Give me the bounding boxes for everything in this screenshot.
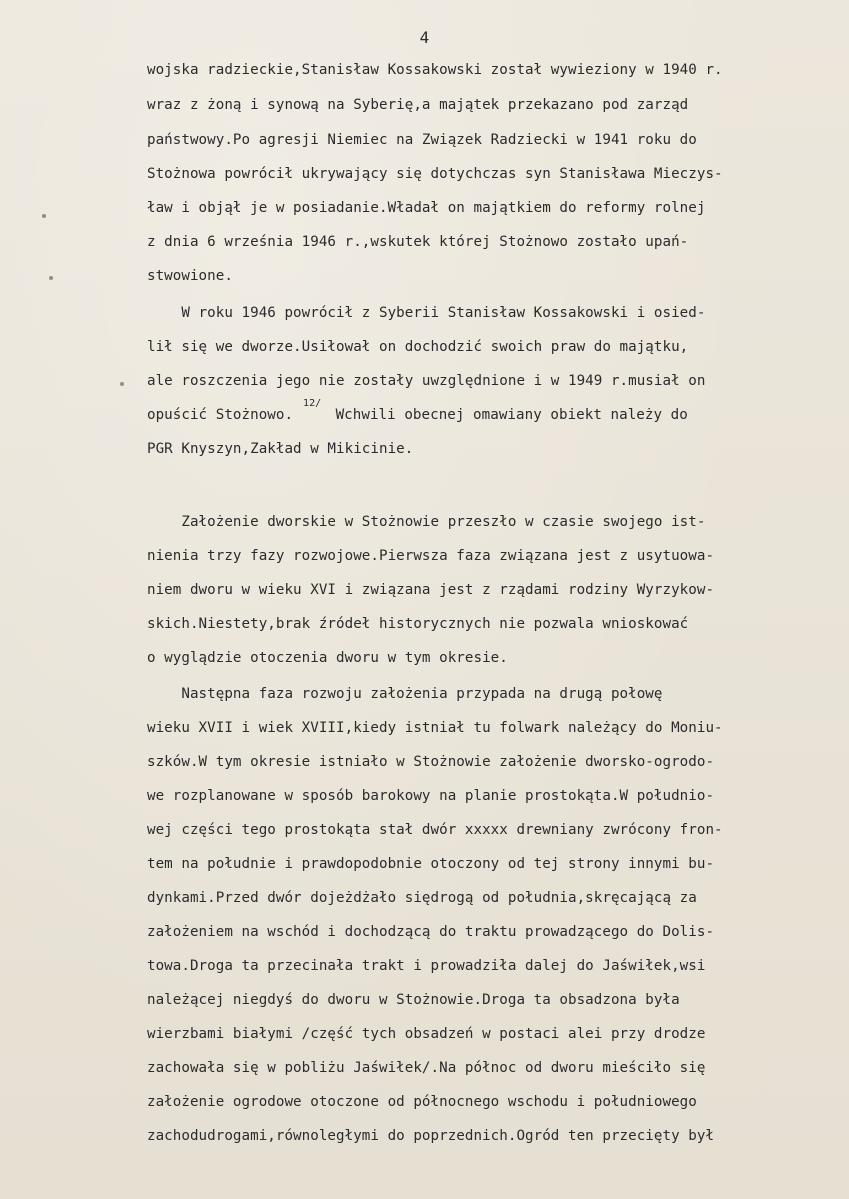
- text-line: we rozplanowane w sposób barokowy na planie prostokąta.W południo-: [147, 788, 715, 804]
- text-line: ław i objął je w posiadanie.Władał on majątkiem do reformy rolnej: [147, 200, 706, 216]
- text-line: z dnia 6 września 1946 r.,wskutek której Stożnowo zostało upań-: [147, 234, 689, 250]
- text-line: dynkami.Przed dwór dojeżdżało siędrogą od południa,skręcającą za: [147, 890, 697, 906]
- paper-speck: [120, 382, 124, 386]
- text-line: Stożnowa powrócił ukrywający się dotychczas syn Stanisława Mieczys-: [147, 166, 723, 182]
- text-line: ale roszczenia jego nie zostały uwzględnione i w 1949 r.musiał on: [147, 373, 706, 389]
- text-line: Następna faza rozwoju założenia przypada na drugą połowę: [147, 686, 663, 702]
- text-line: PGR Knyszyn,Zakład w Mikicinie.: [147, 441, 414, 457]
- text-line: o wyglądzie otoczenia dworu w tym okresie.: [147, 650, 508, 666]
- footnote-marker: 12/: [303, 398, 322, 409]
- text-line: należącej niegdyś do dworu w Stożnowie.Droga ta obsadzona była: [147, 992, 680, 1008]
- text-line: wej części tego prostokąta stał dwór xxxxx drewniany zwrócony fron-: [147, 822, 723, 838]
- text-line: skich.Niestety,brak źródeł historycznych nie pozwala wnioskować: [147, 616, 689, 632]
- text-line: założeniem na wschód i dochodzącą do traktu prowadzącego do Dolis-: [147, 924, 715, 940]
- text-line: niem dworu w wieku XVI i związana jest z rządami rodziny Wyrzykow-: [147, 582, 715, 598]
- text-line: wojska radzieckie,Stanisław Kossakowski został wywieziony w 1940 r.: [147, 62, 723, 78]
- text-line: lił się we dworze.Usiłował on dochodzić swoich praw do majątku,: [147, 339, 689, 355]
- text-line: tem na południe i prawdopodobnie otoczony od tej strony innymi bu-: [147, 856, 715, 872]
- page-number: 4: [419, 28, 430, 47]
- text-line: W roku 1946 powrócił z Syberii Stanisław Kossakowski i osied-: [147, 305, 706, 321]
- text-line: wieku XVII i wiek XVIII,kiedy istniał tu folwark należący do Moniu-: [147, 720, 723, 736]
- text-line: towa.Droga ta przecinała trakt i prowadziła dalej do Jaświłek,wsi: [147, 958, 706, 974]
- text-line: szków.W tym okresie istniało w Stożnowie założenie dworsko-ogrodo-: [147, 754, 715, 770]
- paper-speck: [49, 276, 53, 280]
- text-line: wraz z żoną i synową na Syberię,a majątek przekazano pod zarząd: [147, 97, 689, 113]
- text-line: założenie ogrodowe otoczone od północnego wschodu i południowego: [147, 1094, 697, 1110]
- text-line: zachowała się w pobliżu Jaświłek/.Na północ od dworu mieściło się: [147, 1060, 706, 1076]
- text-line: Wchwili obecnej omawiany obiekt należy do: [327, 407, 688, 423]
- text-line: opuścić Stożnowo.: [147, 407, 294, 423]
- text-line: nienia trzy fazy rozwojowe.Pierwsza faza związana jest z usytuowa-: [147, 548, 715, 564]
- text-line: wierzbami białymi /część tych obsadzeń w postaci alei przy drodze: [147, 1026, 706, 1042]
- text-line: zachodudrogami,równoległymi do poprzednich.Ogród ten przecięty był: [147, 1128, 715, 1144]
- paper-speck: [42, 214, 46, 218]
- text-line: Założenie dworskie w Stożnowie przeszło w czasie swojego ist-: [147, 514, 706, 530]
- text-line: stwowione.: [147, 268, 233, 284]
- text-line: państwowy.Po agresji Niemiec na Związek Radziecki w 1941 roku do: [147, 132, 697, 148]
